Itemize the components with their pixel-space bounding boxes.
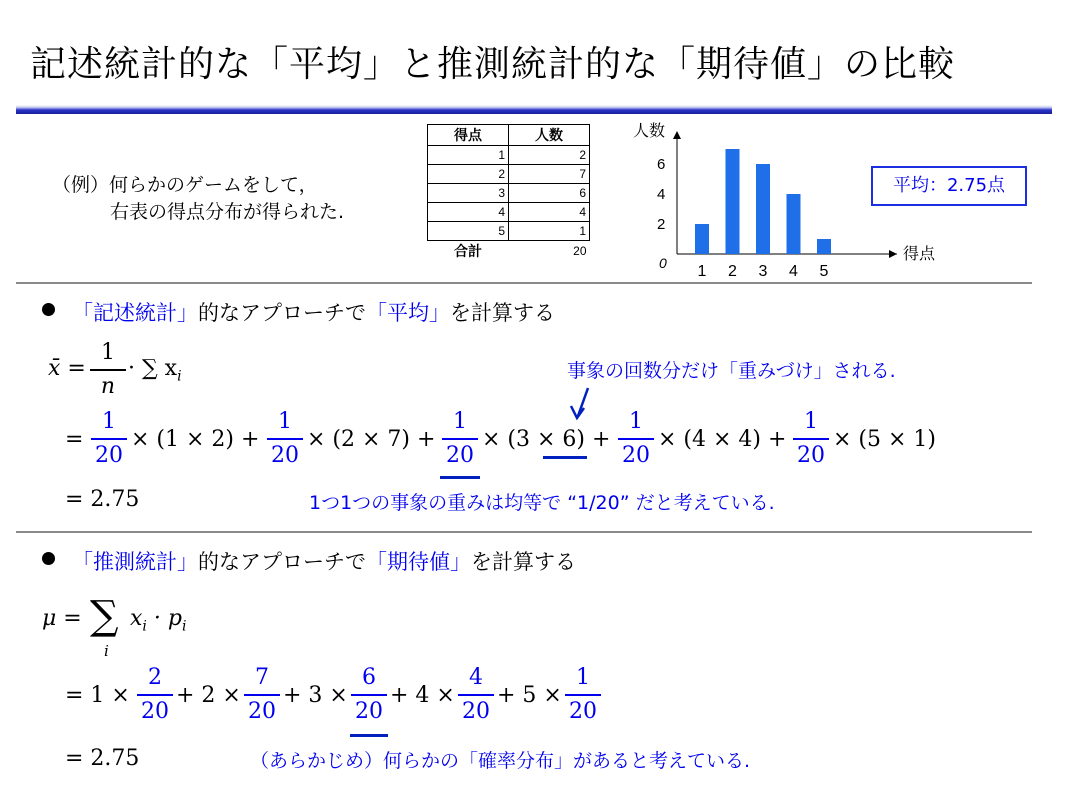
- table-cell: 2: [428, 165, 509, 184]
- fraction: [244, 663, 280, 727]
- y-tick-label: 2: [657, 216, 666, 233]
- highlight-underline: [350, 734, 388, 737]
- fraction: [793, 407, 829, 471]
- variable: x: [130, 606, 143, 631]
- variable: · p: [146, 606, 182, 631]
- fraction-bar: [458, 694, 494, 696]
- term: + 4 ×: [390, 683, 455, 708]
- fraction: [442, 407, 478, 471]
- fraction-denominator: 20: [141, 698, 169, 724]
- table-row: [428, 165, 590, 184]
- table-row: [428, 146, 590, 165]
- section1-heading: [72, 297, 555, 327]
- fraction: [267, 407, 303, 471]
- table-cell: 3: [428, 184, 509, 203]
- term: × (3 × 6) +: [482, 427, 611, 452]
- subscript: i: [181, 618, 187, 635]
- heading-highlight: 「平均」: [366, 301, 450, 325]
- sigma-icon: ∑: [90, 593, 119, 639]
- fraction-numerator: 7: [255, 665, 269, 690]
- y-tick-label: 4: [657, 186, 666, 203]
- table-cell: 4: [428, 203, 509, 222]
- term: × (5 × 1): [833, 427, 937, 452]
- fraction-numerator: 1: [629, 409, 643, 434]
- heading-term: 「推測統計」: [72, 550, 198, 574]
- fraction-denominator: 20: [569, 698, 597, 724]
- arrow-icon: [566, 384, 596, 424]
- fraction-denominator: 20: [248, 698, 276, 724]
- x-tick-label: 5: [819, 263, 829, 280]
- expectation-lhs: μ =: [42, 606, 82, 631]
- title-underline: [16, 105, 1052, 114]
- fraction-denominator: 20: [462, 698, 490, 724]
- term: × (4 × 4) +: [658, 427, 787, 452]
- fraction-bar: [137, 694, 173, 696]
- fraction-denominator: 20: [797, 442, 825, 468]
- fraction-bar: [442, 438, 478, 440]
- example-line-1: （例）何らかのゲームをして，: [52, 174, 318, 196]
- heading-term: 「記述統計」: [72, 301, 198, 325]
- origin-label: 0: [659, 255, 667, 271]
- mean-result: = 2.75: [65, 487, 140, 512]
- fraction: [91, 407, 127, 471]
- fraction: [565, 663, 601, 727]
- fraction-bar: [90, 369, 126, 371]
- fraction-denominator: 20: [95, 442, 123, 468]
- section-divider: [16, 531, 1032, 533]
- table-row: [428, 222, 590, 241]
- highlight-underline: [543, 456, 587, 459]
- table-cell: 1: [509, 222, 590, 241]
- fraction: [137, 663, 173, 727]
- fraction-bar: [618, 438, 654, 440]
- fraction-bar: [267, 438, 303, 440]
- sum-expression: [130, 606, 186, 634]
- y-axis-arrow-icon: [673, 131, 681, 139]
- table-cell: 7: [509, 165, 590, 184]
- table-total-label: 合計: [454, 243, 482, 259]
- bar: [726, 149, 740, 254]
- fraction-numerator: 6: [362, 665, 376, 690]
- page-title: 記述統計的な「平均」と推測統計的な「期待値」の比較: [30, 44, 956, 85]
- fraction-bar: [793, 438, 829, 440]
- term: × (1 × 2) +: [131, 427, 260, 452]
- y-axis-label: 人数: [633, 123, 666, 140]
- x-axis-label: 得点: [903, 246, 936, 263]
- bullet-icon: [42, 303, 55, 316]
- bar: [817, 239, 831, 254]
- table-row: [428, 203, 590, 222]
- fraction-denominator: 20: [622, 442, 650, 468]
- table-header-score: 得点: [428, 125, 509, 146]
- heading-text: を計算する: [471, 550, 576, 574]
- fraction-numerator: 1: [102, 409, 116, 434]
- term: × (2 × 7) +: [307, 427, 436, 452]
- mean-lhs: x̄ =: [48, 356, 86, 381]
- term: + 3 ×: [283, 683, 348, 708]
- section-divider: [16, 282, 1032, 284]
- fraction-bar: [565, 694, 601, 696]
- bar: [695, 224, 709, 254]
- term: = 1 ×: [65, 683, 130, 708]
- x-tick-label: 4: [789, 263, 798, 280]
- heading-highlight: 「期待値」: [366, 550, 471, 574]
- mean-badge: 平均：2.75点: [871, 166, 1027, 206]
- mean-sum: [128, 356, 182, 384]
- fraction-numerator: 1: [453, 409, 467, 434]
- fraction-bar: [91, 438, 127, 440]
- term: + 2 ×: [176, 683, 241, 708]
- score-table: [427, 124, 590, 261]
- bullet-icon: [42, 552, 55, 565]
- equal-weight-note: 1つ1つの事象の重みは均等で “1/20” だと考えている.: [309, 492, 775, 514]
- fraction-numerator: 1: [101, 340, 115, 365]
- fraction-denominator: 20: [446, 442, 474, 468]
- heading-text: 的なアプローチで: [198, 550, 366, 574]
- equals-sign: =: [65, 427, 84, 452]
- subscript: i: [142, 618, 147, 635]
- expectation-result: = 2.75: [65, 746, 140, 771]
- fraction-denominator: 20: [355, 698, 383, 724]
- table-cell: 1: [428, 146, 509, 165]
- table-header-count: 人数: [509, 125, 590, 146]
- fraction: [618, 407, 654, 471]
- table-row: [428, 184, 590, 203]
- example-line-2: 右表の得点分布が得られた.: [110, 201, 345, 223]
- fraction-denominator: 20: [271, 442, 299, 468]
- x-axis-arrow-icon: [889, 250, 897, 258]
- section2-heading: [72, 546, 576, 576]
- heading-text: 的なアプローチで: [198, 301, 366, 325]
- table-total-value: 20: [573, 244, 587, 258]
- fraction: [351, 663, 387, 727]
- weight-note: 事象の回数分だけ「重みづけ」される.: [567, 360, 896, 382]
- table-total-row: [428, 241, 590, 262]
- table-cell: 4: [509, 203, 590, 222]
- table-cell: 5: [428, 222, 509, 241]
- term: + 5 ×: [497, 683, 562, 708]
- table-cell: 2: [509, 146, 590, 165]
- y-tick-label: 6: [657, 156, 666, 173]
- x-tick-label: 1: [697, 263, 707, 280]
- highlight-underline: [440, 476, 480, 479]
- fraction-numerator: 1: [576, 665, 590, 690]
- table-cell: 6: [509, 184, 590, 203]
- fraction: [458, 663, 494, 727]
- x-tick-label: 3: [758, 263, 768, 280]
- fraction: [90, 338, 126, 402]
- fraction-bar: [351, 694, 387, 696]
- x-tick-label: 2: [728, 263, 737, 280]
- probability-note: （あらかじめ）何らかの「確率分布」があると考えている.: [250, 750, 751, 772]
- fraction-numerator: 4: [469, 665, 483, 690]
- fraction-denominator: n: [100, 373, 116, 399]
- heading-text: を計算する: [450, 301, 555, 325]
- fraction-numerator: 2: [148, 665, 162, 690]
- fraction-bar: [244, 694, 280, 696]
- sum-expression: · ∑ x: [128, 356, 178, 381]
- sum-index: i: [104, 642, 109, 660]
- fraction-numerator: 1: [278, 409, 292, 434]
- fraction-numerator: 1: [804, 409, 818, 434]
- bar: [787, 194, 801, 254]
- subscript: i: [177, 368, 182, 385]
- bar: [756, 164, 770, 254]
